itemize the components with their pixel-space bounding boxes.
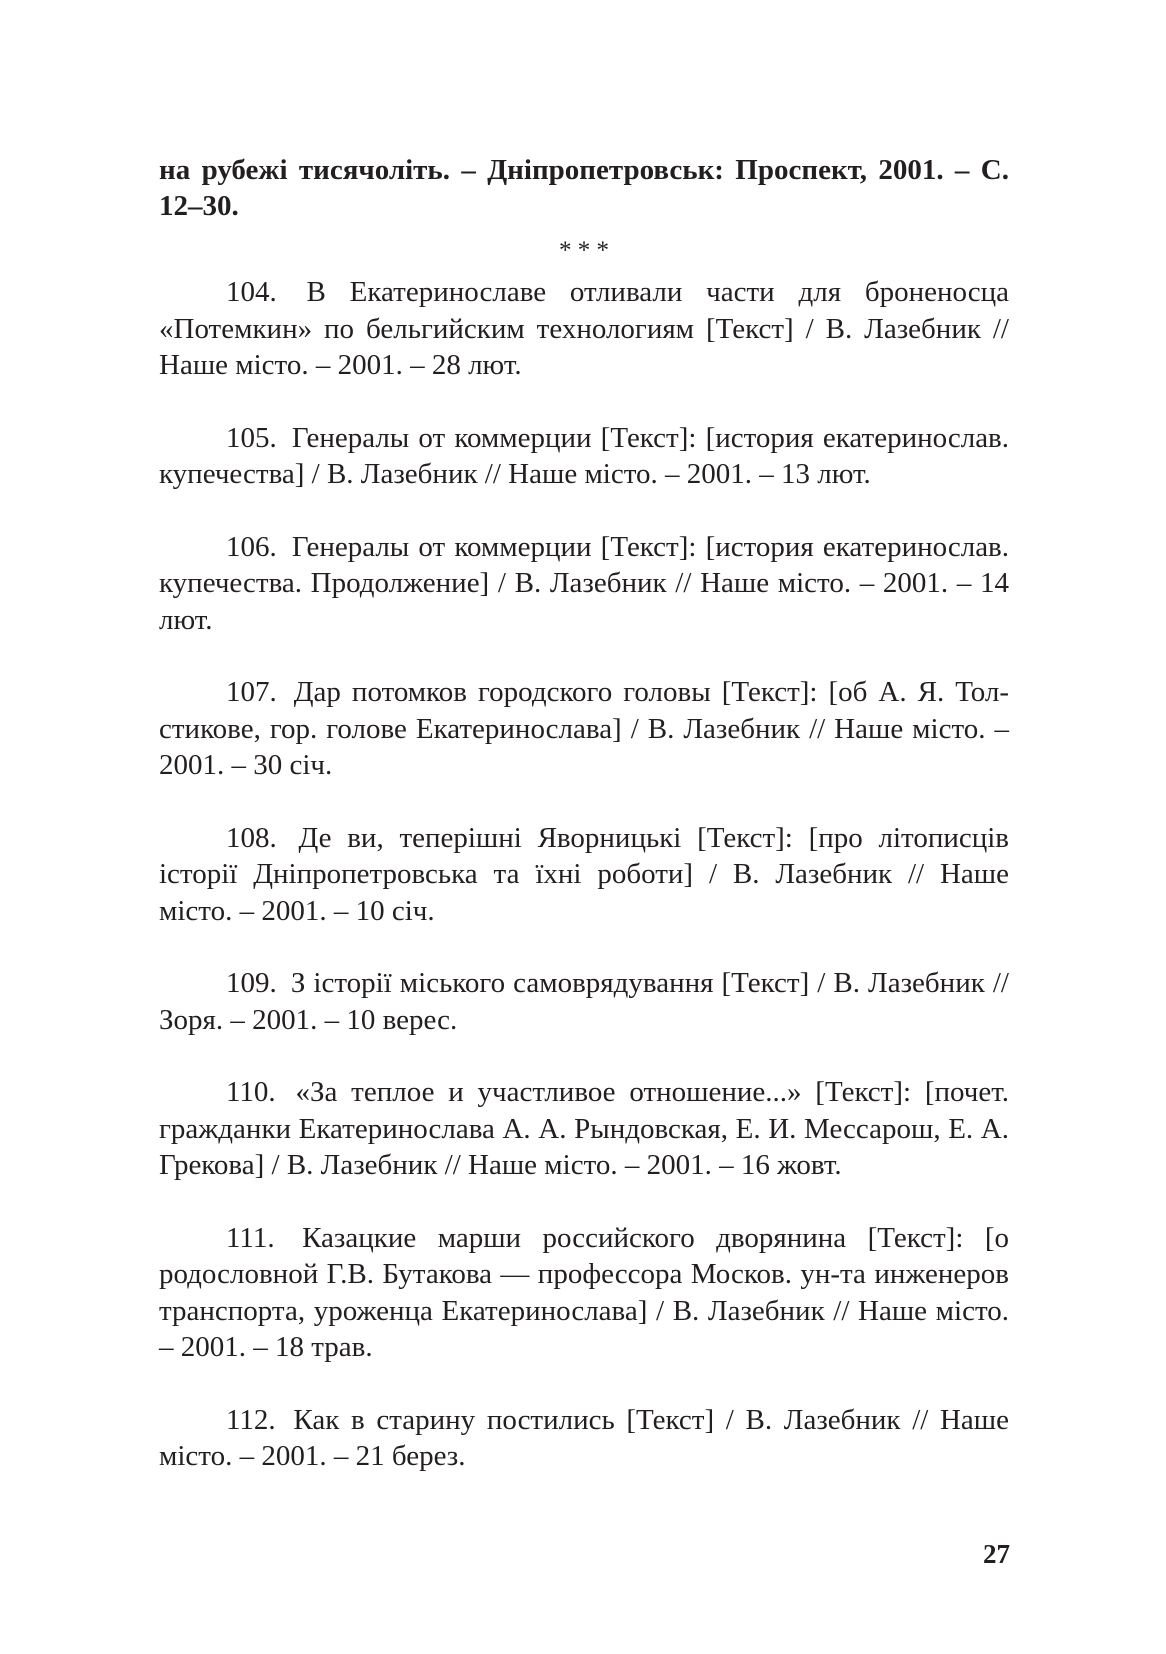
entry-text: Казацкие марши российского дворянина [Текст]: [о родословной Г.В. Бутакова — профессора Москов. ун-та инженеров транспорта, уроженца Екатеринослава] / В. Лазебник // Наше місто. – 2001. – 18 трав. xyxy=(159,1221,1010,1363)
entry-text: Дар потомков городского головы [Текст]: [об А. Я. Толстикове, гор. голове Екатеринослава] / В. Лазебник // Наше місто. – 2001. – 30 січ. xyxy=(159,676,1010,781)
entry-number: 112. xyxy=(226,1403,276,1436)
entry-number: 109. xyxy=(226,967,277,999)
section-separator: * * * xyxy=(559,237,609,264)
entry-text: Генералы от коммерции [Текст]: [история екатеринослав. купечества. Продолжение] / В. Лазебник // Наше місто. – 2001. – 14 лют. xyxy=(159,530,1010,636)
entry-number: 105. xyxy=(226,421,277,454)
bibliography-entry-110 xyxy=(159,1074,1009,1184)
entry-number: 104. xyxy=(226,276,277,308)
entry-text: Генералы от коммерции [Текст]: [история екатеринослав. купечества] / В. Лазебник // Наше місто. – 2001. – 13 лют. xyxy=(159,421,1010,490)
bibliography-entry-108 xyxy=(159,820,1009,930)
entry-number: 108. xyxy=(226,821,277,854)
bibliography-entry-107 xyxy=(159,674,1009,784)
entry-text: Как в старину постились [Текст] / В. Лазебник // Наше місто. – 2001. – 21 берез. xyxy=(159,1403,1010,1472)
bibliography-list xyxy=(159,274,1009,1475)
page-number: 27 xyxy=(983,1539,1010,1569)
entry-text: Де ви, теперішні Яворницькі [Текст]: [про літописців історії Дніпропетровська та їхні роботи] / В. Лазебник // Наше місто. – 2001. – 10 січ. xyxy=(159,821,1009,927)
entry-number: 107. xyxy=(226,676,277,708)
entry-text: З історії міського самоврядування [Текст] / В. Лазебник // Зоря. – 2001. – 10 верес. xyxy=(159,967,1009,1036)
entry-number: 110. xyxy=(226,1076,276,1108)
entry-number: 111. xyxy=(226,1221,275,1254)
entry-number: 106. xyxy=(226,530,277,563)
bibliography-entry-106 xyxy=(159,529,1009,639)
entry-text: «За теплое и участливое отношение...» [Текст]: [почет. гражданки Екатеринослава А. А. Рындовская, Е. И. Мессарош, Е. А. Грекова] / В. Лазебник // Наше місто. – 2001. – 16 жовт. xyxy=(159,1076,1009,1181)
lead-citation: на рубежі тисячоліть. – Дніпропетровськ: Проспект, 2001. – С. 12–30. xyxy=(159,154,1009,222)
bibliography-entry-105 xyxy=(159,420,1009,493)
entry-text: В Екатеринославе отливали части для броненосца «Потемкин» по бельгийским технологиям [Текст] / В. Лазебник // Наше місто. – 2001. – 28 лют. xyxy=(159,276,1009,381)
bibliography-entry-112 xyxy=(159,1402,1009,1475)
bibliography-entry-111 xyxy=(159,1220,1009,1366)
bibliography-entry-104 xyxy=(159,274,1009,384)
bibliography-entry-109 xyxy=(159,965,1009,1038)
page-body xyxy=(159,152,1009,1511)
